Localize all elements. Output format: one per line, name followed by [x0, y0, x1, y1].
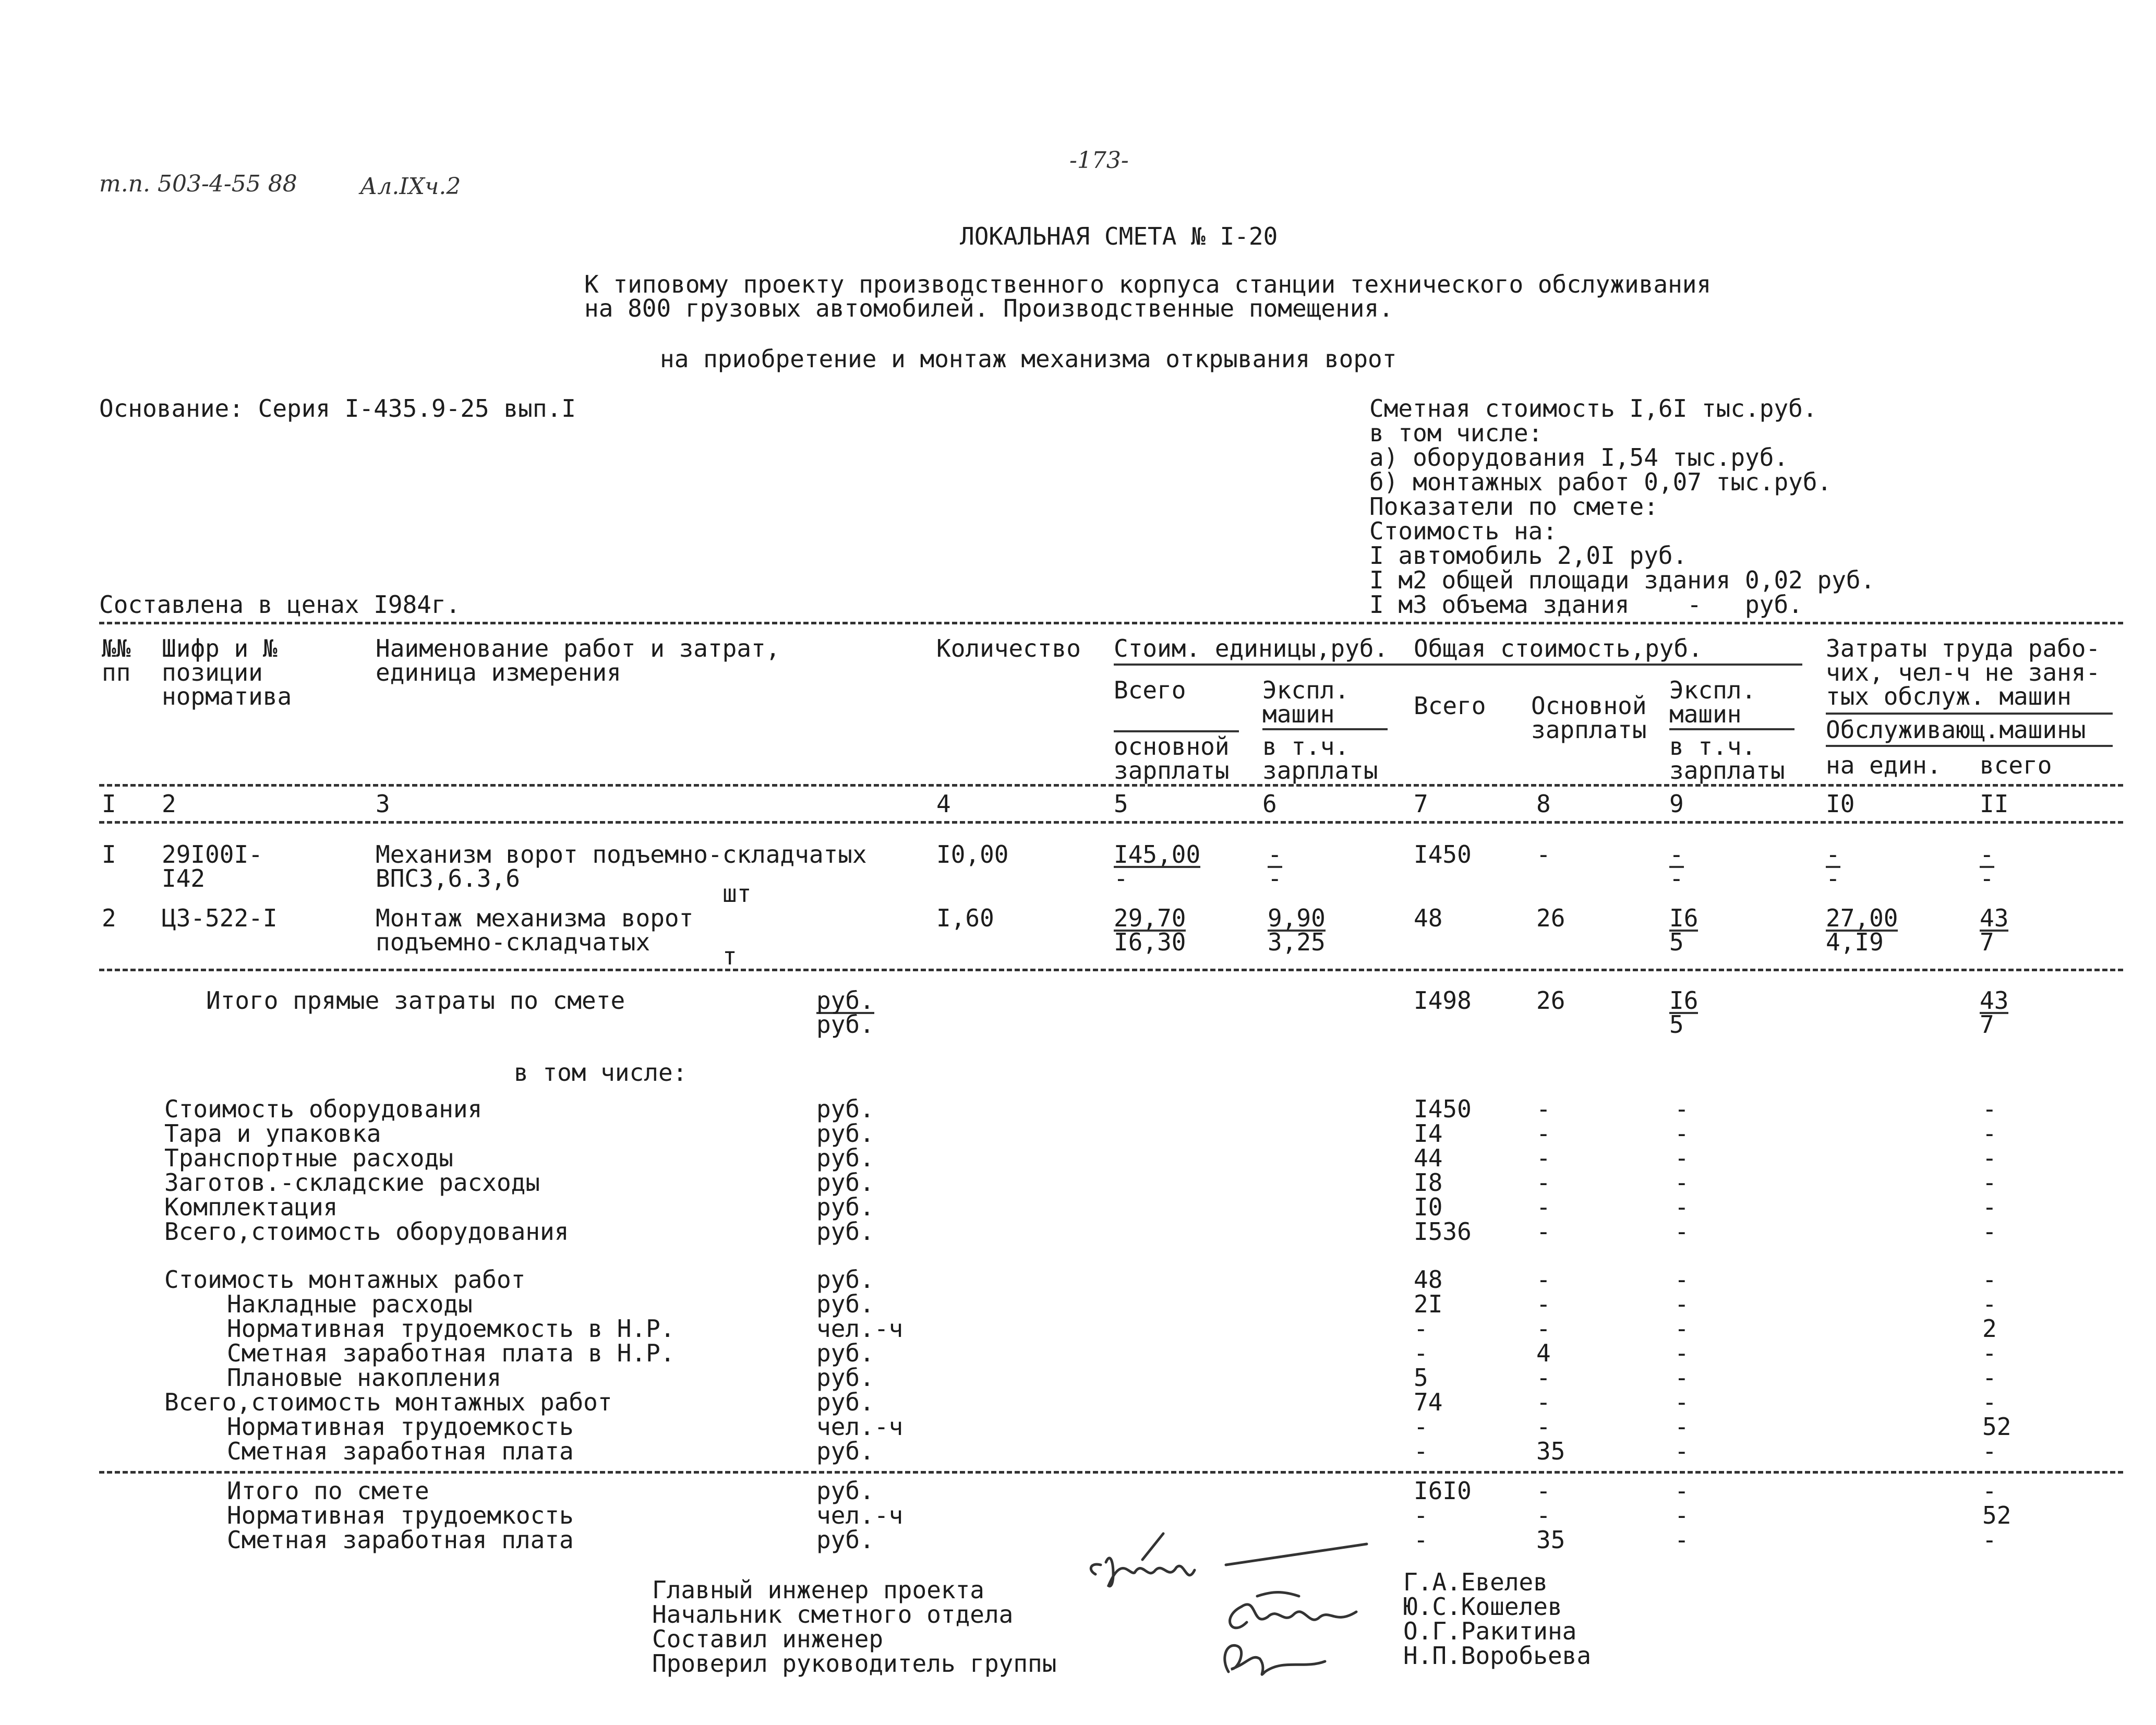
rule: [99, 622, 2123, 624]
total-value: -: [1414, 1526, 1428, 1554]
line-wage: 4: [1536, 1339, 1551, 1367]
line-label: Комплектация: [164, 1193, 338, 1221]
line-total: -: [1414, 1413, 1428, 1441]
row-quantity: I,60: [936, 904, 994, 932]
line-total: 48: [1414, 1265, 1443, 1294]
row-number: 2: [102, 904, 116, 932]
header-rule: [1826, 713, 2113, 715]
row-unit-wage: -: [1114, 864, 1128, 892]
row-total: I450: [1414, 840, 1472, 868]
direct-labor: 43: [1980, 986, 2009, 1015]
line-wage: -: [1536, 1193, 1551, 1221]
header-name: единица измерения: [376, 658, 621, 686]
line-total: 5: [1414, 1364, 1428, 1392]
header-num: пп: [102, 658, 131, 686]
row-unit-wage: I6,30: [1114, 928, 1186, 956]
signature-role: Составил инженер: [652, 1625, 884, 1653]
row-name: Механизм ворот подъемно-складчатых: [376, 840, 867, 868]
line-machines: -: [1675, 1290, 1689, 1318]
rule: [99, 821, 2123, 824]
line-machines: -: [1675, 1119, 1689, 1148]
line-unit: руб.: [816, 1290, 874, 1318]
line-unit: руб.: [816, 1168, 874, 1197]
line-machines: -: [1675, 1413, 1689, 1441]
subtitle-line-1: К типовому проекту производственного корпуса станции технического обслуживания: [584, 270, 1712, 298]
line-wage: -: [1536, 1144, 1551, 1172]
header-per-unit: на един.: [1826, 751, 1942, 779]
row-labor-unit-b: -: [1826, 864, 1840, 892]
line-unit: руб.: [816, 1339, 874, 1367]
line-labor: -: [1982, 1339, 1997, 1367]
line-label: Транспортные расходы: [164, 1144, 453, 1172]
col-number: I: [102, 790, 116, 818]
header-rule: [1669, 728, 1794, 730]
line-unit: руб.: [816, 1095, 874, 1123]
line-labor: -: [1982, 1437, 1997, 1465]
col-number: 4: [936, 790, 951, 818]
total-labor: 52: [1982, 1501, 2012, 1529]
album-reference: Ал.IXч.2: [360, 173, 461, 200]
rule: [99, 969, 2123, 971]
line-unit: руб.: [816, 1265, 874, 1294]
row-unit-machines: 9,90: [1268, 904, 1326, 932]
line-machines: -: [1675, 1168, 1689, 1197]
line-unit: руб.: [816, 1388, 874, 1416]
header-rule: [1114, 664, 1802, 666]
line-labor: -: [1982, 1388, 1997, 1416]
signature-name: Н.П.Воробьева: [1403, 1642, 1592, 1670]
line-wage: -: [1536, 1119, 1551, 1148]
direct-labor-b: 7: [1980, 1010, 1994, 1039]
header-wage: основной: [1114, 732, 1230, 761]
header-incl-2: в т.ч.: [1669, 732, 1756, 761]
row-code: Ц3-522-I: [162, 904, 278, 932]
line-wage: -: [1536, 1290, 1551, 1318]
row-wage: 26: [1536, 904, 1565, 932]
total-unit: руб.: [816, 1477, 874, 1505]
total-labor: -: [1982, 1477, 1997, 1505]
direct-wage: 26: [1536, 986, 1565, 1015]
signature-role: Проверил руководитель группы: [652, 1649, 1057, 1678]
row-machines: I6: [1669, 904, 1699, 932]
row-unit-total: I45,00: [1114, 840, 1201, 868]
line-label: Нормативная трудоемкость в Н.Р.: [227, 1314, 675, 1343]
line-label: Нормативная трудоемкость: [227, 1413, 574, 1441]
rule: [99, 1471, 2123, 1474]
header-labor: тых обслуж. машин: [1826, 682, 2071, 710]
estimate-purpose: на приобретение и монтаж механизма открывания ворот: [660, 345, 1397, 373]
total-wage: -: [1536, 1477, 1551, 1505]
summary-line: б) монтажных работ 0,07 тыс.руб.: [1369, 468, 1832, 496]
line-labor: -: [1982, 1217, 1997, 1246]
row-name: Монтаж механизма ворот: [376, 904, 694, 932]
total-machines: -: [1675, 1501, 1689, 1529]
row-labor-total: -: [1980, 840, 1994, 868]
line-labor: -: [1982, 1364, 1997, 1392]
header-base-wage: зарплаты: [1531, 716, 1647, 744]
summary-line: в том числе:: [1369, 419, 1543, 447]
line-label: Тара и упаковка: [164, 1119, 381, 1148]
line-unit: руб.: [816, 1193, 874, 1221]
row-number: I: [102, 840, 116, 868]
header-labor-service: Обслуживающ.машины: [1826, 716, 2086, 744]
header-machines-2: Экспл.: [1669, 676, 1756, 704]
row-labor-total-b: 7: [1980, 928, 1994, 956]
line-unit: чел.-ч: [816, 1413, 904, 1441]
row-machines-wage: 5: [1669, 928, 1684, 956]
header-labor: чих, чел-ч не заня-: [1826, 658, 2101, 686]
line-wage: 35: [1536, 1437, 1565, 1465]
col-number: II: [1980, 790, 2009, 818]
header-incl: в т.ч.: [1262, 732, 1350, 761]
header-code: позиции: [162, 658, 263, 686]
signature-name: О.Г.Ракитина: [1403, 1617, 1577, 1645]
row-wage: -: [1536, 840, 1551, 868]
line-label: Стоимость монтажных работ: [164, 1265, 526, 1294]
line-total: I0: [1414, 1193, 1443, 1221]
col-number: 8: [1536, 790, 1551, 818]
line-labor: -: [1982, 1144, 1997, 1172]
header-name: Наименование работ и затрат,: [376, 634, 780, 662]
line-total: I4: [1414, 1119, 1443, 1148]
header-base-wage: Основной: [1531, 692, 1647, 720]
direct-total: I498: [1414, 986, 1472, 1015]
col-number: 2: [162, 790, 176, 818]
line-total: -: [1414, 1339, 1428, 1367]
line-label: Всего,стоимость оборудования: [164, 1217, 569, 1246]
line-unit: руб.: [816, 1437, 874, 1465]
col-number: 9: [1669, 790, 1684, 818]
line-machines: -: [1675, 1314, 1689, 1343]
line-label: Накладные расходы: [227, 1290, 473, 1318]
header-incl-wage: зарплаты: [1262, 756, 1378, 785]
header-machines: Экспл.: [1262, 676, 1350, 704]
row-unit-machines-wage: -: [1268, 864, 1282, 892]
row-code: 29I00I-: [162, 840, 263, 868]
header-code: Шифр и №: [162, 634, 278, 662]
line-unit: чел.-ч: [816, 1314, 904, 1343]
line-total: 2I: [1414, 1290, 1443, 1318]
document-reference: т.п. 503-4-55 88: [99, 171, 297, 197]
signature-name: Г.А.Евелев: [1403, 1568, 1548, 1596]
total-value: I6I0: [1414, 1477, 1472, 1505]
line-unit: руб.: [816, 1119, 874, 1148]
row-name: ВПС3,6.3,6: [376, 864, 520, 892]
total-machines: -: [1675, 1526, 1689, 1554]
line-label: Сметная заработная плата: [227, 1437, 574, 1465]
row-name: подъемно-складчатых: [376, 928, 651, 956]
header-total-2: Всего: [1414, 692, 1486, 720]
summary-line: Стоимость на:: [1369, 517, 1558, 545]
header-num: №№: [102, 634, 131, 662]
header-wage: зарплаты: [1114, 756, 1230, 785]
total-labor: -: [1982, 1526, 1997, 1554]
summary-line: I м2 общей площади здания 0,02 руб.: [1369, 566, 1875, 594]
col-number: I0: [1826, 790, 1855, 818]
row-labor-total: 43: [1980, 904, 2009, 932]
row-unit: шт: [722, 879, 752, 908]
line-wage: -: [1536, 1388, 1551, 1416]
signature-role: Начальник сметного отдела: [652, 1600, 1014, 1629]
line-machines: -: [1675, 1193, 1689, 1221]
total-wage: 35: [1536, 1526, 1565, 1554]
line-machines: -: [1675, 1339, 1689, 1367]
total-label: Нормативная трудоемкость: [227, 1501, 574, 1529]
total-value: -: [1414, 1501, 1428, 1529]
row-labor-unit-b: 4,I9: [1826, 928, 1884, 956]
col-number: 7: [1414, 790, 1428, 818]
direct-unit: руб.: [816, 986, 874, 1015]
line-label: Заготов.-складские расходы: [164, 1168, 540, 1197]
rule: [99, 784, 2123, 787]
col-number: 5: [1114, 790, 1128, 818]
line-wage: -: [1536, 1265, 1551, 1294]
row-labor-unit: -: [1826, 840, 1840, 868]
direct-unit-b: руб.: [816, 1010, 874, 1039]
line-wage: -: [1536, 1413, 1551, 1441]
line-total: I450: [1414, 1095, 1472, 1123]
page-number: -173-: [1069, 147, 1129, 174]
row-code: I42: [162, 864, 206, 892]
line-label: Плановые накопления: [227, 1364, 502, 1392]
col-number: 3: [376, 790, 390, 818]
summary-line: а) оборудования I,54 тыс.руб.: [1369, 443, 1789, 472]
summary-line: I автомобиль 2,0I руб.: [1369, 541, 1688, 570]
line-machines: -: [1675, 1364, 1689, 1392]
row-unit-total: 29,70: [1114, 904, 1186, 932]
line-labor: -: [1982, 1193, 1997, 1221]
basis: Основание: Серия I-435.9-25 вып.I: [99, 394, 576, 423]
summary-line: I м3 объема здания - руб.: [1369, 590, 1803, 619]
line-total: 74: [1414, 1388, 1443, 1416]
subtitle-line-2: на 800 грузовых автомобилей. Производственные помещения.: [584, 294, 1393, 322]
header-machines: машин: [1262, 700, 1335, 728]
total-unit: руб.: [816, 1526, 874, 1554]
line-unit: руб.: [816, 1364, 874, 1392]
row-labor-unit: 27,00: [1826, 904, 1898, 932]
line-total: -: [1414, 1437, 1428, 1465]
line-machines: -: [1675, 1095, 1689, 1123]
document-title: ЛОКАЛЬНАЯ СМЕТА № I-20: [960, 222, 1278, 250]
line-wage: -: [1536, 1364, 1551, 1392]
line-machines: -: [1675, 1144, 1689, 1172]
line-label: Сметная заработная плата в Н.Р.: [227, 1339, 675, 1367]
including-label: в том числе:: [514, 1058, 688, 1087]
summary-line: Показатели по смете:: [1369, 492, 1658, 521]
total-label: Итого по смете: [227, 1477, 429, 1505]
total-label: Сметная заработная плата: [227, 1526, 574, 1554]
total-machines: -: [1675, 1477, 1689, 1505]
line-total: -: [1414, 1314, 1428, 1343]
direct-machines-wage: 5: [1669, 1010, 1684, 1039]
line-total: I536: [1414, 1217, 1472, 1246]
line-machines: -: [1675, 1437, 1689, 1465]
header-rule: [1826, 745, 2113, 747]
header-total-3: всего: [1980, 751, 2052, 779]
row-quantity: I0,00: [936, 840, 1009, 868]
summary-line: Сметная стоимость I,6I тыс.руб.: [1369, 394, 1817, 423]
line-wage: -: [1536, 1217, 1551, 1246]
header-code: норматива: [162, 682, 292, 710]
col-number: 6: [1262, 790, 1277, 818]
signature-role: Главный инженер проекта: [652, 1576, 984, 1604]
line-wage: -: [1536, 1314, 1551, 1343]
line-labor: -: [1982, 1119, 1997, 1148]
direct-machines: I6: [1669, 986, 1699, 1015]
prices-year: Составлена в ценах I984г.: [99, 590, 461, 619]
header-total-cost: Общая стоимость,руб.: [1414, 634, 1703, 662]
row-unit: т: [722, 942, 737, 970]
line-labor: 2: [1982, 1314, 1997, 1343]
header-quantity: Количество: [936, 634, 1081, 662]
line-total: 44: [1414, 1144, 1443, 1172]
row-unit-machines: -: [1268, 840, 1282, 868]
row-labor-total-b: -: [1980, 864, 1994, 892]
header-labor: Затраты труда рабо-: [1826, 634, 2101, 662]
line-total: I8: [1414, 1168, 1443, 1197]
line-labor: 52: [1982, 1413, 2012, 1441]
line-labor: -: [1982, 1168, 1997, 1197]
header-machines-2: машин: [1669, 700, 1742, 728]
header-rule: [1262, 728, 1388, 730]
row-machines-wage: -: [1669, 864, 1684, 892]
total-unit: чел.-ч: [816, 1501, 904, 1529]
line-machines: -: [1675, 1217, 1689, 1246]
header-total: Всего: [1114, 676, 1186, 704]
header-incl-wage-2: зарплаты: [1669, 756, 1785, 785]
line-label: Стоимость оборудования: [164, 1095, 483, 1123]
signature-name: Ю.С.Кошелев: [1403, 1593, 1562, 1621]
row-unit-machines-wage: 3,25: [1268, 928, 1326, 956]
line-labor: -: [1982, 1265, 1997, 1294]
line-machines: -: [1675, 1388, 1689, 1416]
line-wage: -: [1536, 1095, 1551, 1123]
handwritten-signatures: [1085, 1513, 1408, 1680]
line-wage: -: [1536, 1168, 1551, 1197]
header-unit-cost: Стоим. единицы,руб.: [1114, 634, 1389, 662]
line-label: Всего,стоимость монтажных работ: [164, 1388, 612, 1416]
line-unit: руб.: [816, 1217, 874, 1246]
direct-label: Итого прямые затраты по смете: [206, 986, 625, 1015]
line-labor: -: [1982, 1095, 1997, 1123]
line-machines: -: [1675, 1265, 1689, 1294]
row-total: 48: [1414, 904, 1443, 932]
total-wage: -: [1536, 1501, 1551, 1529]
line-unit: руб.: [816, 1144, 874, 1172]
row-machines: -: [1669, 840, 1684, 868]
line-labor: -: [1982, 1290, 1997, 1318]
